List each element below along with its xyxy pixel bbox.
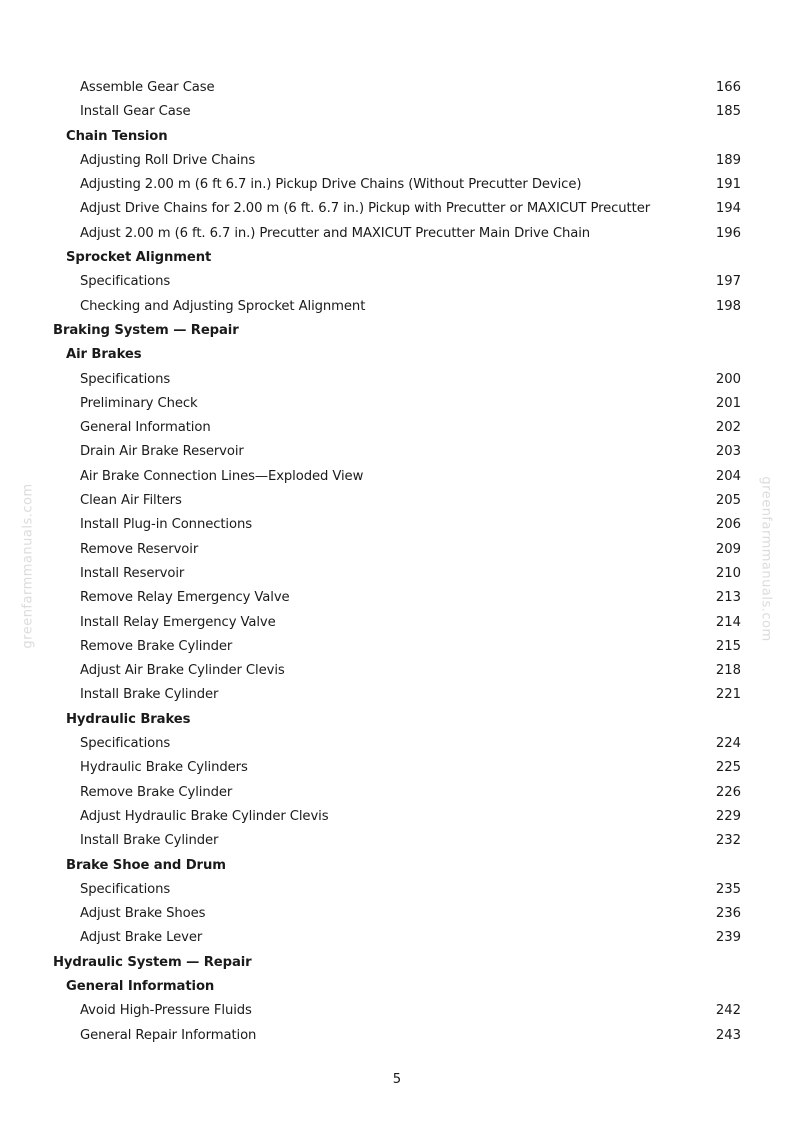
toc-entry[interactable] (0, 489, 794, 513)
toc-entry-page-number: 213 (715, 590, 741, 606)
toc-entry[interactable] (0, 270, 794, 294)
toc-entry[interactable] (0, 222, 794, 246)
toc-entry-page-number: 236 (715, 906, 741, 922)
toc-entry-page-number: 243 (715, 1027, 741, 1043)
toc-entry-label: Hydraulic Brake Cylinders (80, 760, 248, 776)
toc-entry-label: Avoid High-Pressure Fluids (80, 1003, 252, 1019)
toc-entry-label: Assemble Gear Case (80, 80, 215, 95)
toc-entry-label: Remove Relay Emergency Valve (80, 590, 290, 606)
toc-entry-label: Braking System — Repair (53, 322, 239, 338)
toc-entry[interactable] (0, 999, 794, 1023)
toc-entry[interactable] (0, 562, 794, 586)
toc-entry-page-number: 225 (715, 760, 741, 776)
toc-entry-label: Specifications (80, 371, 171, 387)
toc-entry[interactable] (0, 513, 794, 537)
toc-entry[interactable] (0, 635, 794, 659)
toc-entry-page-number: 239 (715, 930, 741, 946)
toc-entry[interactable] (0, 878, 794, 902)
toc-entry-label: Adjusting 2.00 m (6 ft 6.7 in.) Pickup Drive Chains (Without Precutter Device) (80, 177, 582, 193)
table-of-contents (0, 76, 794, 1048)
toc-entry-page-number: 229 (715, 808, 741, 824)
toc-entry[interactable] (0, 732, 794, 756)
toc-entry-page-number: 196 (715, 225, 741, 241)
toc-section[interactable] (0, 708, 794, 732)
toc-entry-label: Remove Reservoir (80, 541, 199, 557)
toc-entry-label: Specifications (80, 736, 171, 752)
toc-entry-label: Adjust Drive Chains for 2.00 m (6 ft. 6.7 in.) Pickup with Precutter or MAXICUT Precutter (80, 201, 651, 217)
toc-entry-page-number: 197 (715, 274, 741, 290)
toc-entry-page-number: 210 (715, 565, 741, 581)
toc-entry[interactable] (0, 659, 794, 683)
toc-entry[interactable] (0, 683, 794, 707)
toc-entry[interactable] (0, 416, 794, 440)
toc-entry-label: Adjust Brake Shoes (80, 906, 206, 922)
toc-entry[interactable] (0, 1024, 794, 1048)
toc-entry[interactable] (0, 173, 794, 197)
toc-entry-label: Remove Brake Cylinder (80, 784, 233, 800)
toc-entry[interactable] (0, 756, 794, 780)
toc-entry-label: Specifications (80, 881, 171, 897)
toc-entry[interactable] (0, 538, 794, 562)
toc-entry[interactable] (0, 368, 794, 392)
toc-entry-page-number: 166 (715, 80, 741, 95)
toc-entry-page-number: 215 (715, 638, 741, 654)
toc-entry-label: Hydraulic System — Repair (53, 954, 252, 970)
toc-entry-label: Install Brake Cylinder (80, 687, 219, 703)
toc-entry-page-number: 202 (715, 420, 741, 436)
toc-entry[interactable] (0, 197, 794, 221)
toc-entry-page-number: 201 (715, 395, 741, 411)
toc-entry[interactable] (0, 805, 794, 829)
toc-entry-label: Adjust Air Brake Cylinder Clevis (80, 663, 285, 679)
toc-entry[interactable] (0, 76, 794, 100)
toc-entry[interactable] (0, 829, 794, 853)
toc-entry[interactable] (0, 295, 794, 319)
toc-entry-label: Install Reservoir (80, 565, 185, 581)
toc-entry-page-number: 242 (715, 1003, 741, 1019)
toc-entry-label: General Repair Information (80, 1027, 257, 1043)
toc-entry-label: General Information (66, 978, 215, 994)
toc-entry[interactable] (0, 902, 794, 926)
page-number: 5 (392, 1072, 402, 1087)
toc-entry-label: Adjusting Roll Drive Chains (80, 152, 256, 168)
toc-entry-page-number: 200 (715, 371, 741, 387)
toc-entry-page-number: 218 (715, 663, 741, 679)
toc-entry[interactable] (0, 440, 794, 464)
toc-entry-label: Install Gear Case (80, 104, 191, 120)
toc-entry-label: Adjust Hydraulic Brake Cylinder Clevis (80, 808, 329, 824)
toc-entry-label: Preliminary Check (80, 395, 198, 411)
toc-entry-page-number: 209 (715, 541, 741, 557)
toc-entry-page-number: 235 (715, 881, 741, 897)
toc-entry-page-number: 221 (715, 687, 741, 703)
toc-entry-label: Chain Tension (66, 128, 168, 144)
toc-entry-page-number: 224 (715, 736, 741, 752)
toc-entry-page-number: 206 (715, 517, 741, 533)
toc-entry-label: Air Brakes (66, 347, 142, 363)
toc-entry-label: Brake Shoe and Drum (66, 857, 226, 873)
toc-entry[interactable] (0, 149, 794, 173)
toc-section[interactable] (0, 246, 794, 270)
toc-section[interactable] (0, 125, 794, 149)
toc-entry-label: Install Brake Cylinder (80, 833, 219, 849)
toc-section[interactable] (0, 343, 794, 367)
toc-entry-label: General Information (80, 420, 211, 436)
toc-entry-page-number: 189 (715, 152, 741, 168)
watermark-right: greenfarmmanuals.com (758, 476, 774, 642)
toc-entry-label: Air Brake Connection Lines—Exploded View (80, 468, 364, 484)
toc-entry-page-number: 194 (715, 201, 741, 217)
watermark-left: greenfarmmanuals.com (20, 483, 36, 649)
toc-entry-label: Specifications (80, 274, 171, 290)
toc-entry-label: Clean Air Filters (80, 493, 182, 509)
toc-entry-label: Remove Brake Cylinder (80, 638, 233, 654)
toc-entry-page-number: 205 (715, 493, 741, 509)
toc-section[interactable] (0, 854, 794, 878)
toc-entry[interactable] (0, 392, 794, 416)
toc-entry-label: Install Plug-in Connections (80, 517, 252, 533)
toc-entry-page-number: 185 (715, 104, 741, 120)
toc-entry-page-number: 198 (715, 298, 741, 314)
toc-entry[interactable] (0, 465, 794, 489)
toc-entry-label: Drain Air Brake Reservoir (80, 444, 244, 460)
toc-entry[interactable] (0, 781, 794, 805)
toc-entry-page-number: 232 (715, 833, 741, 849)
toc-entry-page-number: 214 (715, 614, 741, 630)
toc-entry[interactable] (0, 586, 794, 610)
toc-entry-label: Adjust 2.00 m (6 ft. 6.7 in.) Precutter and MAXICUT Precutter Main Drive Chain (80, 225, 591, 241)
toc-entry-label: Checking and Adjusting Sprocket Alignment (80, 298, 366, 314)
toc-entry-page-number: 226 (715, 784, 741, 800)
toc-entry[interactable] (0, 611, 794, 635)
toc-entry-label: Hydraulic Brakes (66, 711, 191, 727)
toc-chapter[interactable] (0, 319, 794, 343)
toc-entry-page-number: 203 (715, 444, 741, 460)
toc-entry-label: Adjust Brake Lever (80, 930, 203, 946)
toc-entry[interactable] (0, 926, 794, 950)
toc-section[interactable] (0, 975, 794, 999)
toc-chapter[interactable] (0, 951, 794, 975)
toc-entry-label: Sprocket Alignment (66, 250, 212, 266)
toc-entry-label: Install Relay Emergency Valve (80, 614, 276, 630)
toc-entry[interactable] (0, 100, 794, 124)
toc-entry-page-number: 191 (715, 177, 741, 193)
toc-entry-page-number: 204 (715, 468, 741, 484)
